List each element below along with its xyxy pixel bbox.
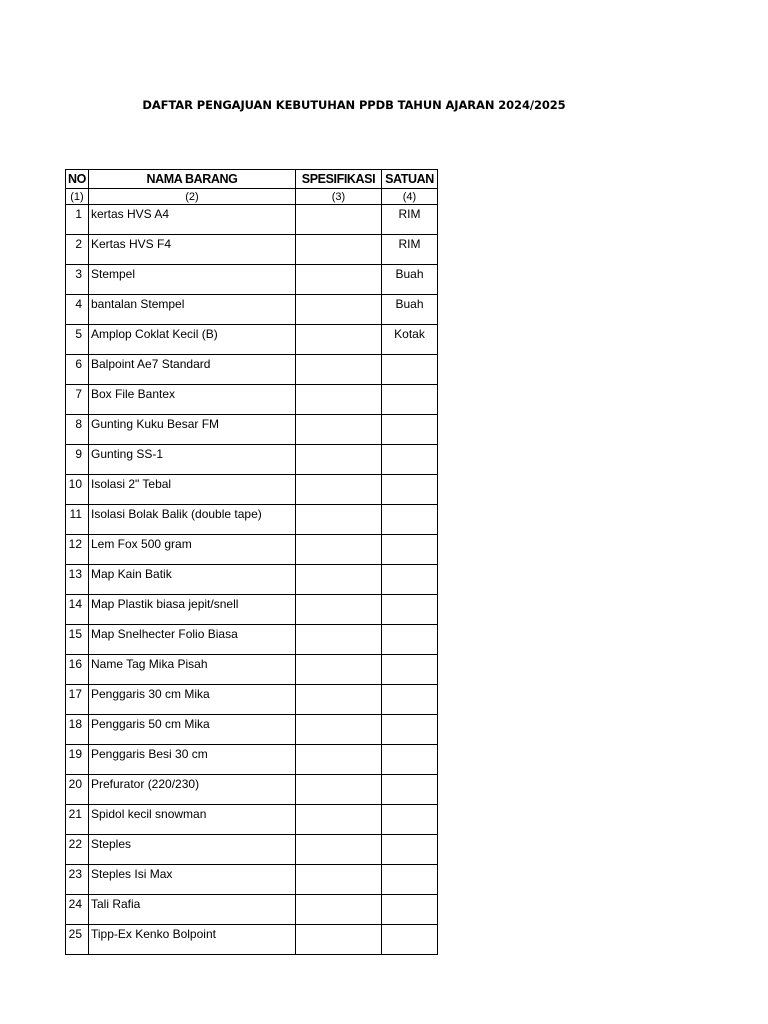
table-row: [66, 565, 438, 595]
row-number-cell: [66, 565, 89, 595]
item-spesifikasi-cell: [296, 325, 382, 355]
item-name-cell: [89, 595, 296, 625]
row-number: 4: [75, 297, 82, 311]
item-satuan: [382, 775, 437, 777]
row-number: 7: [75, 387, 82, 401]
row-number: 24: [68, 897, 82, 911]
row-number-cell: [66, 355, 89, 385]
item-spesifikasi-cell: [296, 925, 382, 955]
item-name: Box File Bantex: [91, 387, 176, 401]
row-number: 15: [68, 627, 82, 641]
item-name: Name Tag Mika Pisah: [91, 657, 208, 671]
item-satuan: [382, 925, 437, 927]
item-spesifikasi-cell: [296, 775, 382, 805]
row-number-cell: [66, 415, 89, 445]
item-name: Lem Fox 500 gram: [91, 537, 192, 551]
row-number: 10: [68, 477, 82, 491]
row-number-cell: [66, 865, 89, 895]
item-satuan-cell: [382, 385, 438, 415]
row-number-cell: [66, 205, 89, 235]
item-satuan-cell: [382, 925, 438, 955]
item-satuan-cell: [382, 835, 438, 865]
item-spesifikasi-cell: [296, 745, 382, 775]
table-row: [66, 775, 438, 805]
item-name: bantalan Stempel: [91, 297, 185, 311]
item-satuan: [382, 385, 437, 387]
item-satuan-cell: [382, 565, 438, 595]
colnum-spesifikasi: (3): [296, 189, 382, 205]
table-row: [66, 505, 438, 535]
item-name-cell: [89, 775, 296, 805]
colnum-nama: (2): [89, 189, 296, 205]
header-satuan: SATUAN: [382, 170, 438, 189]
item-satuan-cell: [382, 625, 438, 655]
row-number: 2: [75, 237, 82, 251]
item-satuan: [382, 445, 437, 447]
row-number-cell: [66, 535, 89, 565]
table-row: [66, 475, 438, 505]
row-number: 8: [75, 417, 82, 431]
item-name-cell: [89, 865, 296, 895]
item-name: Penggaris Besi 30 cm: [91, 747, 208, 761]
table-row: [66, 805, 438, 835]
item-spesifikasi-cell: [296, 565, 382, 595]
item-satuan: RIM: [398, 237, 421, 251]
item-satuan-cell: [382, 655, 438, 685]
item-spesifikasi-cell: [296, 535, 382, 565]
item-name-cell: [89, 385, 296, 415]
item-satuan-cell: [382, 775, 438, 805]
row-number-cell: [66, 505, 89, 535]
item-satuan: [382, 685, 437, 687]
item-satuan-cell: [382, 415, 438, 445]
row-number-cell: [66, 265, 89, 295]
table-row: [66, 295, 438, 325]
row-number-cell: [66, 895, 89, 925]
item-name-cell: [89, 505, 296, 535]
item-name-cell: [89, 325, 296, 355]
row-number-cell: [66, 745, 89, 775]
item-spesifikasi-cell: [296, 475, 382, 505]
item-spesifikasi-cell: [296, 205, 382, 235]
row-number: 3: [75, 267, 82, 281]
item-name: Tipp-Ex Kenko Bolpoint: [91, 927, 216, 941]
item-satuan: [382, 505, 437, 507]
item-satuan: Buah: [395, 297, 424, 311]
item-satuan: RIM: [398, 207, 421, 221]
item-satuan: [382, 745, 437, 747]
table-row: [66, 385, 438, 415]
item-name: Steples Isi Max: [91, 867, 173, 881]
row-number: 19: [68, 747, 82, 761]
item-spesifikasi-cell: [296, 355, 382, 385]
item-satuan: [382, 655, 437, 657]
item-satuan-cell: [382, 685, 438, 715]
item-name-cell: [89, 535, 296, 565]
item-spesifikasi-cell: [296, 625, 382, 655]
item-spesifikasi-cell: [296, 835, 382, 865]
item-satuan-cell: [382, 475, 438, 505]
item-satuan-cell: [382, 205, 438, 235]
item-name: Kertas HVS F4: [91, 237, 172, 251]
item-spesifikasi-cell: [296, 895, 382, 925]
row-number-cell: [66, 775, 89, 805]
row-number-cell: [66, 805, 89, 835]
table-row: [66, 895, 438, 925]
item-name: Spidol kecil snowman: [91, 807, 207, 821]
table-row: [66, 655, 438, 685]
row-number-cell: [66, 235, 89, 265]
table-row: [66, 265, 438, 295]
table-row: [66, 415, 438, 445]
item-spesifikasi-cell: [296, 235, 382, 265]
header-spesifikasi: SPESIFIKASI: [296, 170, 382, 189]
item-name-cell: [89, 715, 296, 745]
row-number-cell: [66, 835, 89, 865]
item-spesifikasi-cell: [296, 295, 382, 325]
row-number-cell: [66, 445, 89, 475]
item-name: Map Kain Batik: [91, 567, 172, 581]
item-name-cell: [89, 835, 296, 865]
item-name: Penggaris 50 cm Mika: [91, 717, 210, 731]
row-number-cell: [66, 925, 89, 955]
item-name-cell: [89, 925, 296, 955]
item-name-cell: [89, 355, 296, 385]
row-number: 21: [68, 807, 82, 821]
item-name-cell: [89, 295, 296, 325]
item-spesifikasi-cell: [296, 415, 382, 445]
row-number: 1: [75, 207, 82, 221]
page-title: DAFTAR PENGAJUAN KEBUTUHAN PPDB TAHUN AJARAN 2024/2025: [142, 98, 566, 112]
item-name-cell: [89, 445, 296, 475]
item-satuan: Kotak: [394, 327, 425, 341]
row-number: 18: [68, 717, 82, 731]
table-row: [66, 595, 438, 625]
item-satuan: [382, 835, 437, 837]
item-name: Map Snelhecter Folio Biasa: [91, 627, 238, 641]
item-satuan: [382, 715, 437, 717]
item-satuan-cell: [382, 505, 438, 535]
table-row: [66, 745, 438, 775]
row-number-cell: [66, 655, 89, 685]
items-table: [65, 169, 438, 955]
item-satuan-cell: [382, 355, 438, 385]
table-row: [66, 205, 438, 235]
item-name-cell: [89, 805, 296, 835]
item-satuan-cell: [382, 445, 438, 475]
item-name: Balpoint Ae7 Standard: [91, 357, 211, 371]
item-satuan-cell: [382, 535, 438, 565]
item-spesifikasi-cell: [296, 595, 382, 625]
header-row: [66, 170, 438, 189]
item-spesifikasi-cell: [296, 445, 382, 475]
item-spesifikasi-cell: [296, 715, 382, 745]
item-satuan-cell: [382, 295, 438, 325]
item-satuan-cell: [382, 235, 438, 265]
row-number-cell: [66, 295, 89, 325]
item-name: Stempel: [91, 267, 136, 281]
table-row: [66, 925, 438, 955]
item-name-cell: [89, 895, 296, 925]
item-spesifikasi-cell: [296, 685, 382, 715]
item-name-cell: [89, 265, 296, 295]
item-name: Gunting SS-1: [91, 447, 164, 461]
item-name-cell: [89, 565, 296, 595]
item-name: Map Plastik biasa jepit/snell: [91, 597, 239, 611]
item-name: Steples: [91, 837, 132, 851]
table-row: [66, 325, 438, 355]
table-row: [66, 625, 438, 655]
item-satuan-cell: [382, 805, 438, 835]
item-spesifikasi-cell: [296, 655, 382, 685]
item-name-cell: [89, 235, 296, 265]
row-number-cell: [66, 475, 89, 505]
item-name: kertas HVS A4: [91, 207, 170, 221]
item-name: Penggaris 30 cm Mika: [91, 687, 210, 701]
item-spesifikasi-cell: [296, 385, 382, 415]
item-satuan-cell: [382, 745, 438, 775]
row-number-cell: [66, 685, 89, 715]
row-number: 23: [68, 867, 82, 881]
item-spesifikasi-cell: [296, 265, 382, 295]
item-satuan-cell: [382, 325, 438, 355]
item-satuan-cell: [382, 595, 438, 625]
table-row: [66, 715, 438, 745]
item-satuan: [382, 415, 437, 417]
item-name: Gunting Kuku Besar FM: [91, 417, 220, 431]
item-satuan: [382, 535, 437, 537]
item-satuan: [382, 805, 437, 807]
row-number-cell: [66, 325, 89, 355]
item-satuan: [382, 565, 437, 567]
item-satuan: [382, 355, 437, 357]
row-number: 11: [69, 507, 82, 521]
item-satuan: [382, 625, 437, 627]
item-satuan: [382, 595, 437, 597]
row-number: 16: [68, 657, 82, 671]
item-name-cell: [89, 745, 296, 775]
header-no: NO: [66, 170, 89, 189]
row-number: 9: [75, 447, 82, 461]
row-number: 20: [68, 777, 82, 791]
column-number-row: [66, 189, 438, 205]
item-name-cell: [89, 475, 296, 505]
table-row: [66, 535, 438, 565]
item-satuan-cell: [382, 895, 438, 925]
item-name: Tali Rafia: [91, 897, 141, 911]
item-satuan-cell: [382, 715, 438, 745]
item-name-cell: [89, 655, 296, 685]
row-number: 13: [68, 567, 82, 581]
row-number-cell: [66, 715, 89, 745]
item-satuan: [382, 895, 437, 897]
table-row: [66, 355, 438, 385]
item-name: Isolasi 2" Tebal: [91, 477, 172, 491]
item-satuan-cell: [382, 265, 438, 295]
table-row: [66, 445, 438, 475]
row-number: 17: [68, 687, 82, 701]
item-spesifikasi-cell: [296, 805, 382, 835]
item-name-cell: [89, 205, 296, 235]
item-name: Amplop Coklat Kecil (B): [91, 327, 218, 341]
table-row: [66, 865, 438, 895]
item-spesifikasi-cell: [296, 505, 382, 535]
item-name: Prefurator (220/230): [91, 777, 200, 791]
table-row: [66, 685, 438, 715]
item-name-cell: [89, 625, 296, 655]
item-name-cell: [89, 415, 296, 445]
row-number: 22: [68, 837, 82, 851]
table-row: [66, 235, 438, 265]
colnum-satuan: (4): [382, 189, 438, 205]
row-number: 12: [68, 537, 82, 551]
row-number: 14: [68, 597, 82, 611]
row-number: 5: [75, 327, 82, 341]
row-number: 25: [68, 927, 82, 941]
row-number-cell: [66, 385, 89, 415]
item-satuan-cell: [382, 865, 438, 895]
item-satuan: Buah: [395, 267, 424, 281]
row-number-cell: [66, 625, 89, 655]
header-nama-barang: NAMA BARANG: [89, 170, 296, 189]
item-satuan: [382, 475, 437, 477]
row-number-cell: [66, 595, 89, 625]
item-name: Isolasi Bolak Balik (double tape): [91, 507, 262, 521]
table-row: [66, 835, 438, 865]
item-satuan: [382, 865, 437, 867]
row-number: 6: [75, 357, 82, 371]
colnum-no: (1): [66, 189, 89, 205]
item-spesifikasi-cell: [296, 865, 382, 895]
item-name-cell: [89, 685, 296, 715]
